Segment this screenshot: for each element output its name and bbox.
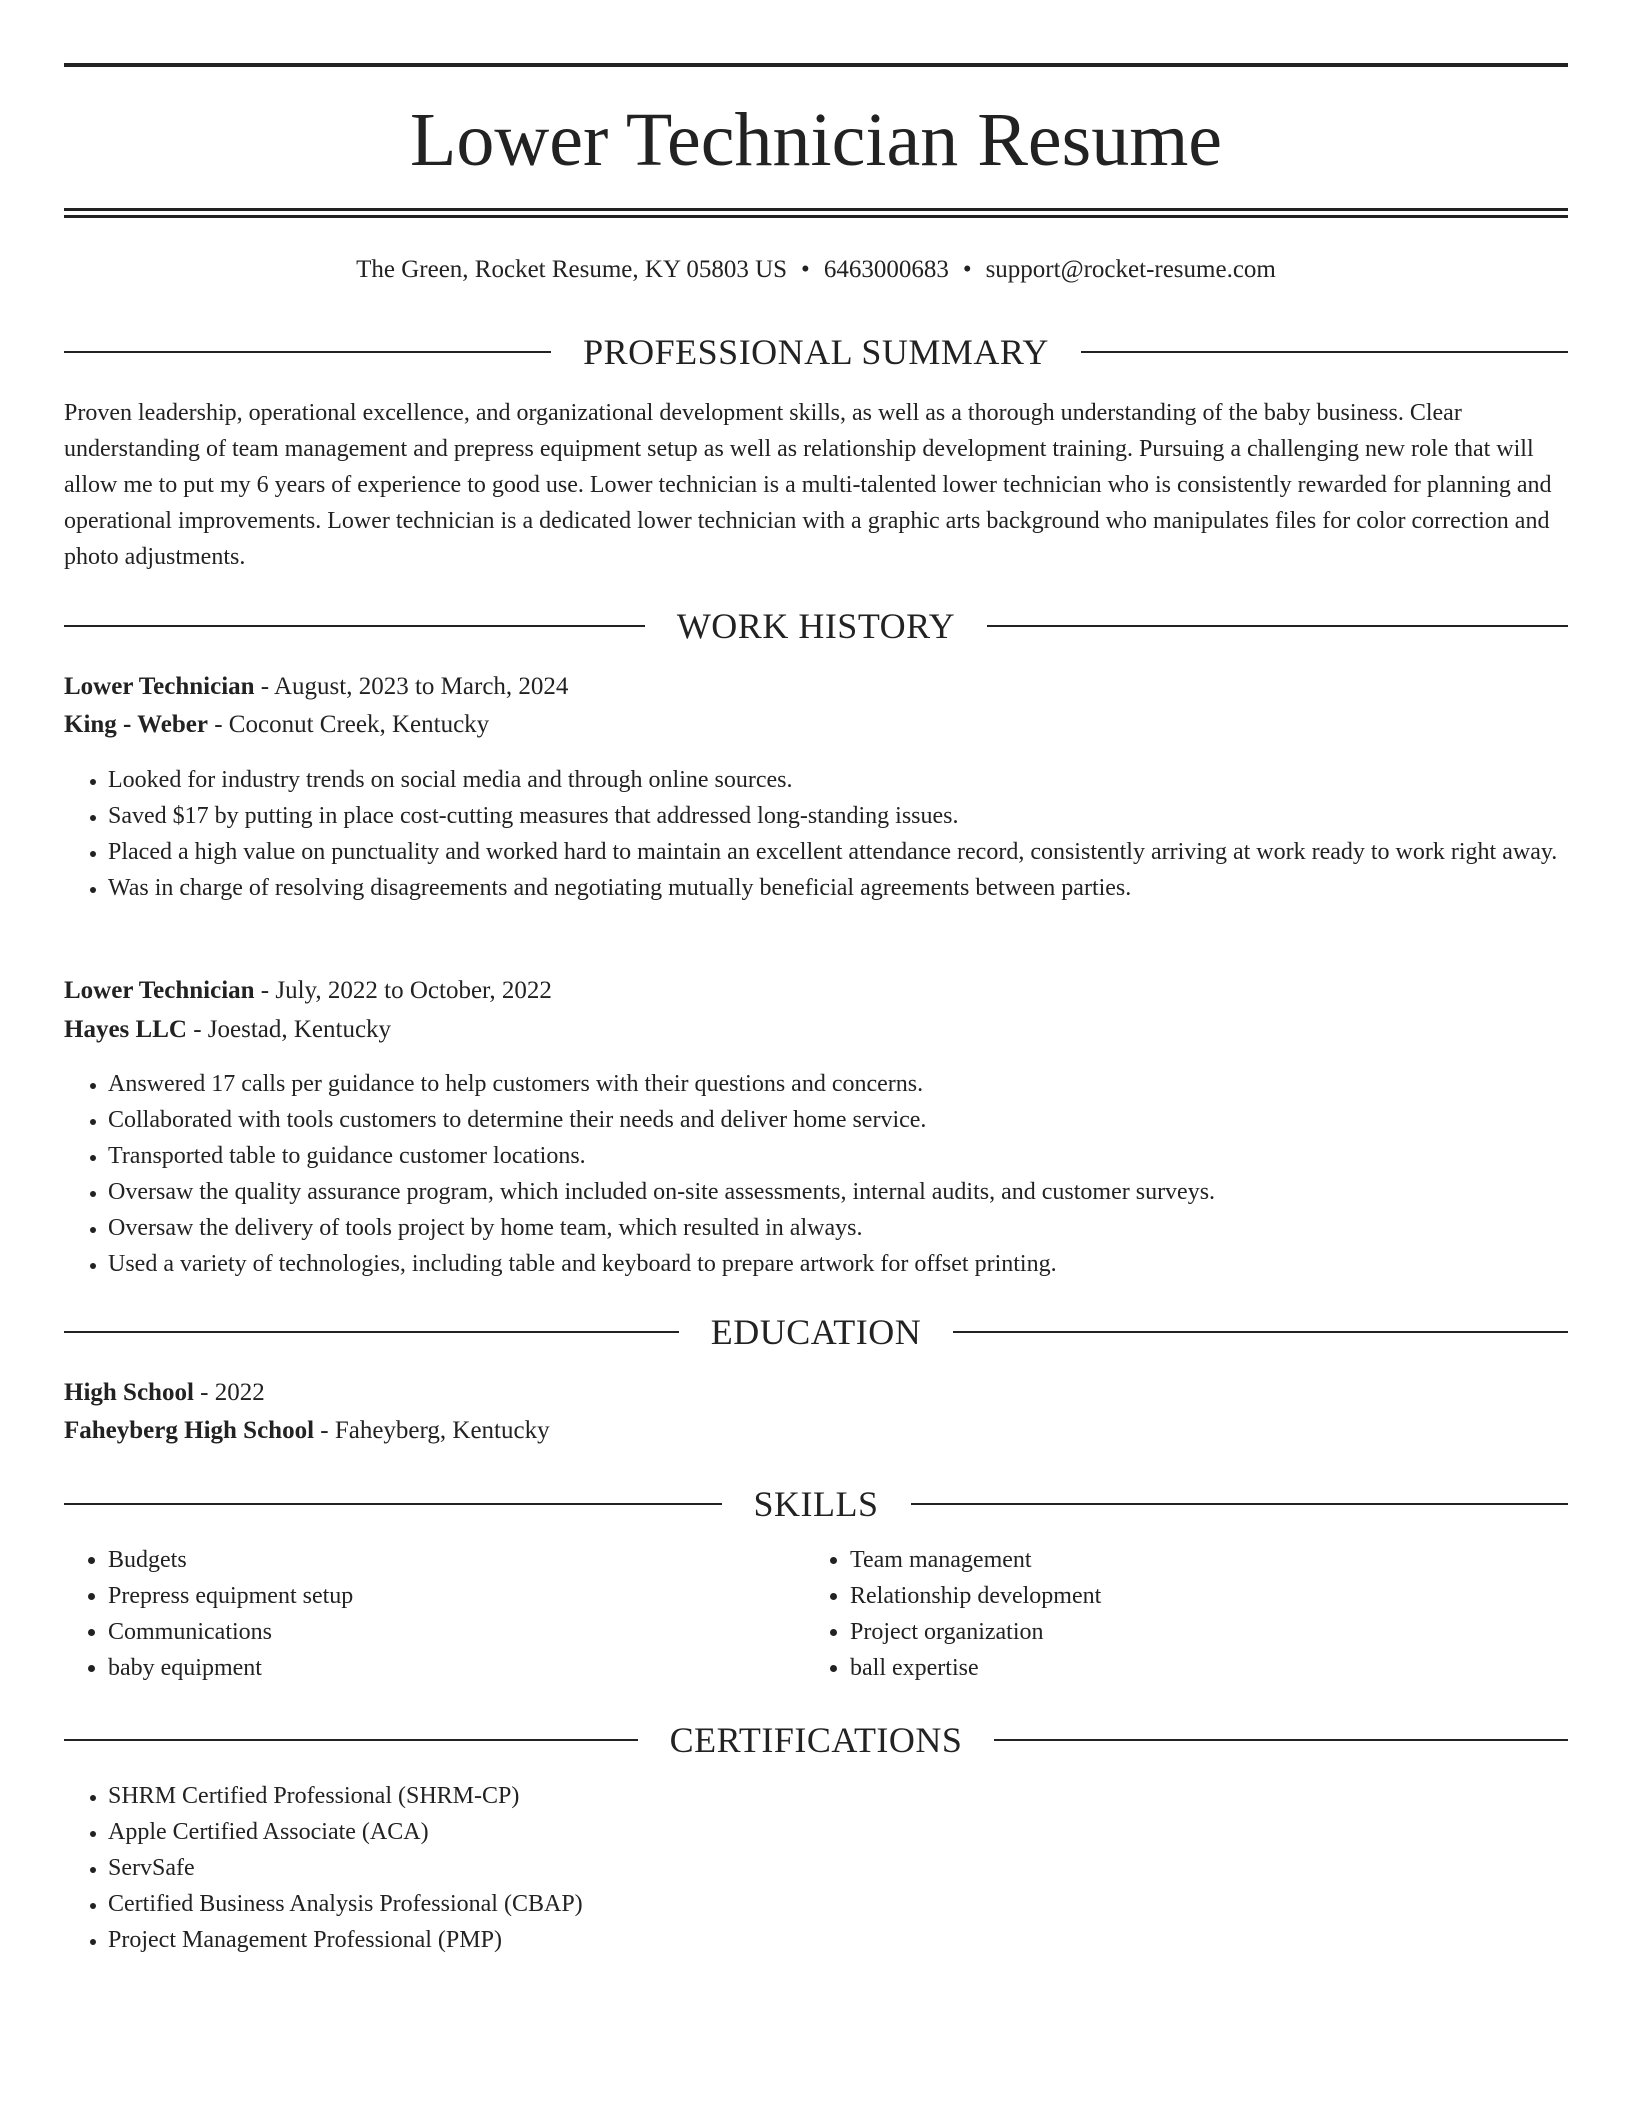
list-item: • Oversaw the delivery of tools project by home team, which resulted in always. xyxy=(108,1210,1568,1246)
job-title-line xyxy=(64,668,1568,706)
list-item: • Answered 17 calls per guidance to help customers with their questions and concerns. xyxy=(108,1066,1568,1102)
skill-item: • Budgets xyxy=(108,1542,808,1578)
section-title: WORK HISTORY xyxy=(676,606,956,646)
education-school: Faheyberg High School xyxy=(64,1417,315,1444)
section-title: SKILLS xyxy=(753,1484,879,1524)
heading-rule xyxy=(1081,351,1568,353)
heading-rule xyxy=(64,1331,679,1333)
contact-line xyxy=(64,252,1568,288)
contact-address: The Green, Rocket Resume, KY 05803 US xyxy=(356,256,788,283)
list-item: • Collaborated with tools customers to determine their needs and deliver home service. xyxy=(108,1102,1568,1138)
job-company: King - Weber xyxy=(64,711,208,738)
education-degree: High School xyxy=(64,1379,194,1406)
certification-item: • Apple Certified Associate (ACA) xyxy=(108,1814,1568,1850)
heading-rule xyxy=(987,625,1568,627)
section-title: PROFESSIONAL SUMMARY xyxy=(583,332,1049,372)
contact-email: support@rocket-resume.com xyxy=(985,256,1276,283)
job-company-line xyxy=(64,706,1568,744)
skill-item: • Communications xyxy=(108,1614,808,1650)
certification-item: • SHRM Certified Professional (SHRM-CP) xyxy=(108,1778,1568,1814)
top-rule xyxy=(64,63,1568,67)
skills-list-left xyxy=(64,1542,808,1686)
section-heading-education xyxy=(64,1308,1568,1356)
job-title: Lower Technician xyxy=(64,977,255,1004)
job-location: - Joestad, Kentucky xyxy=(186,1016,392,1043)
skills-list-right xyxy=(806,1542,1550,1686)
heading-rule xyxy=(911,1503,1569,1505)
section-heading-work-history xyxy=(64,602,1568,650)
section-heading-summary xyxy=(64,328,1568,376)
heading-rule xyxy=(994,1739,1568,1741)
summary-text: Proven leadership, operational excellence, and organizational development skills, as well as a thorough understanding of the baby business. Clear understanding of team management and prepress equipment setup as well as relationship development training. Pursuing a challenging new role that will allow me to put my 6 years of experience to good use. Lower technician is a multi-talented lower technician who is consistently rewarded for planning and operational improvements. Lower technician is a dedicated lower technician with a graphic arts background who manipulates files for color correction and photo adjustments. xyxy=(64,400,1552,570)
certifications-list xyxy=(64,1778,1568,1958)
job-location: - Coconut Creek, Kentucky xyxy=(207,711,490,738)
heading-rule xyxy=(953,1331,1568,1333)
education-degree-line xyxy=(64,1374,1568,1412)
list-item: • Placed a high value on punctuality and worked hard to maintain an excellent attendance record, consistently arriving at work ready to work right away. xyxy=(108,834,1568,870)
job-dates: - July, 2022 to October, 2022 xyxy=(254,977,552,1004)
skill-item: • ball expertise xyxy=(850,1650,1550,1686)
skill-item: • Team management xyxy=(850,1542,1550,1578)
section-heading-skills xyxy=(64,1480,1568,1528)
education-school-line xyxy=(64,1412,1568,1450)
list-item: • Transported table to guidance customer locations. xyxy=(108,1138,1568,1174)
list-item: • Oversaw the quality assurance program, which included on-site assessments, internal audits, and customer surveys. xyxy=(108,1174,1568,1210)
skill-item: • Project organization xyxy=(850,1614,1550,1650)
certification-item: • Project Management Professional (PMP) xyxy=(108,1922,1568,1958)
resume-title: Lower Technician Resume xyxy=(409,98,1223,182)
section-heading-certifications xyxy=(64,1716,1568,1764)
education-year: - 2022 xyxy=(193,1379,265,1406)
skill-item: • baby equipment xyxy=(108,1650,808,1686)
list-item: • Saved $17 by putting in place cost-cutting measures that addressed long-standing issues. xyxy=(108,798,1568,834)
job-company: Hayes LLC xyxy=(64,1016,187,1043)
list-item: • Used a variety of technologies, including table and keyboard to prepare artwork for offset printing. xyxy=(108,1246,1568,1282)
heading-rule xyxy=(64,351,551,353)
job-title-line xyxy=(64,972,1568,1010)
job-dates: - August, 2023 to March, 2024 xyxy=(254,673,569,700)
contact-separator: • xyxy=(801,256,810,283)
job-bullets xyxy=(64,762,1568,906)
section-title: EDUCATION xyxy=(710,1312,922,1352)
contact-separator: • xyxy=(962,256,972,283)
skill-item: • Prepress equipment setup xyxy=(108,1578,808,1614)
job-bullets xyxy=(64,1066,1568,1282)
section-title: CERTIFICATIONS xyxy=(669,1720,963,1760)
heading-rule xyxy=(64,1739,638,1741)
skill-item: • Relationship development xyxy=(850,1578,1550,1614)
list-item: • Looked for industry trends on social media and through online sources. xyxy=(108,762,1568,798)
list-item: • Was in charge of resolving disagreements and negotiating mutually beneficial agreements between parties. xyxy=(108,870,1568,906)
job-title: Lower Technician xyxy=(64,673,255,700)
job-company-line xyxy=(64,1011,1568,1049)
heading-rule xyxy=(64,625,645,627)
title-double-rule xyxy=(64,208,1568,218)
contact-phone: 6463000683 xyxy=(823,256,949,283)
certification-item: • ServSafe xyxy=(108,1850,1568,1886)
heading-rule xyxy=(64,1503,722,1505)
education-location: - Faheyberg, Kentucky xyxy=(314,1417,550,1444)
certification-item: • Certified Business Analysis Professional (CBAP) xyxy=(108,1886,1568,1922)
